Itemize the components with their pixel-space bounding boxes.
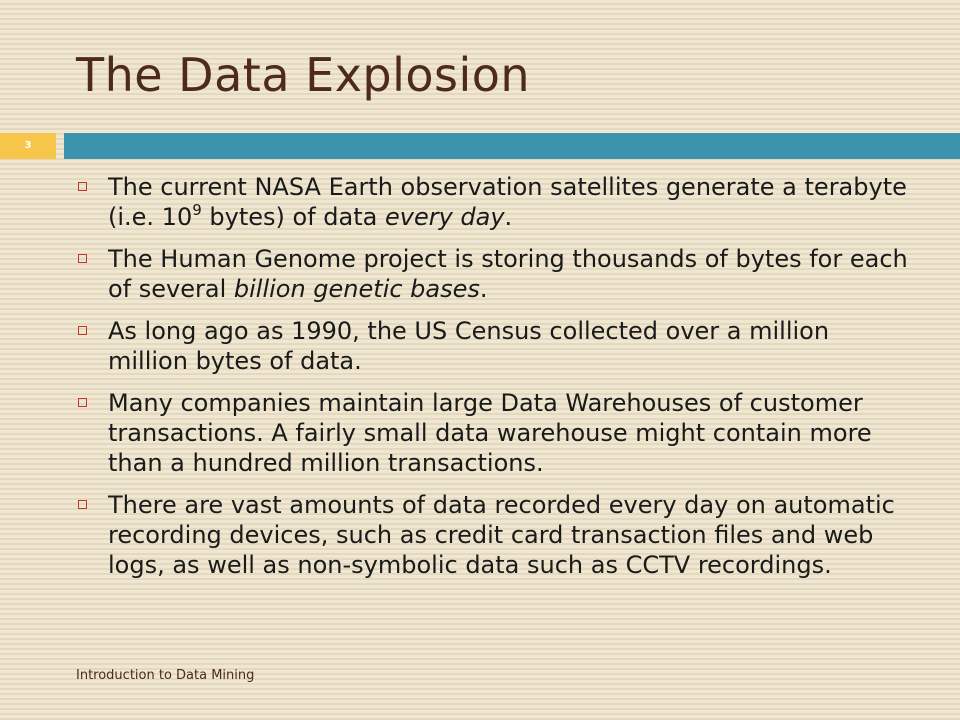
bullet-item-warehouses	[76, 388, 916, 478]
bullet-text: The Human Genome project is storing thousands of bytes for each of several billion genetic bases.	[108, 245, 908, 303]
bullet-text: The current NASA Earth observation satellites generate a terabyte (i.e. $10^9$ bytes) of data every day.	[108, 173, 907, 231]
bullet-item-genome	[76, 244, 916, 304]
bullet-item-recording-devices	[76, 490, 916, 580]
hollow-square-icon	[78, 398, 87, 407]
page-number-badge: 3	[0, 133, 56, 159]
hollow-square-icon	[78, 254, 87, 263]
hollow-square-icon	[78, 326, 87, 335]
bullet-item-nasa	[76, 172, 916, 232]
bullet-text: Many companies maintain large Data Warehouses of customer transactions. A fairly small data warehouse might contain more than a hundred million transactions.	[108, 389, 872, 477]
emphasis-text: billion genetic bases	[233, 275, 480, 303]
slide-footer: Introduction to Data Mining	[76, 668, 255, 683]
hollow-square-icon	[78, 500, 87, 509]
hollow-square-icon	[78, 182, 87, 191]
emphasis-text: every day	[384, 203, 505, 231]
bullet-item-census	[76, 316, 916, 376]
bullet-text: As long ago as 1990, the US Census collected over a million million bytes of data.	[108, 317, 830, 375]
slide-title: The Data Explosion	[76, 48, 531, 102]
bullet-list	[76, 172, 916, 592]
exponent: 9	[192, 201, 202, 219]
bullet-text: There are vast amounts of data recorded every day on automatic recording devices, such as credit card transaction files and web logs, as well as non-symbolic data such as CCTV recordings.	[108, 491, 895, 579]
title-accent-bar	[64, 133, 960, 159]
